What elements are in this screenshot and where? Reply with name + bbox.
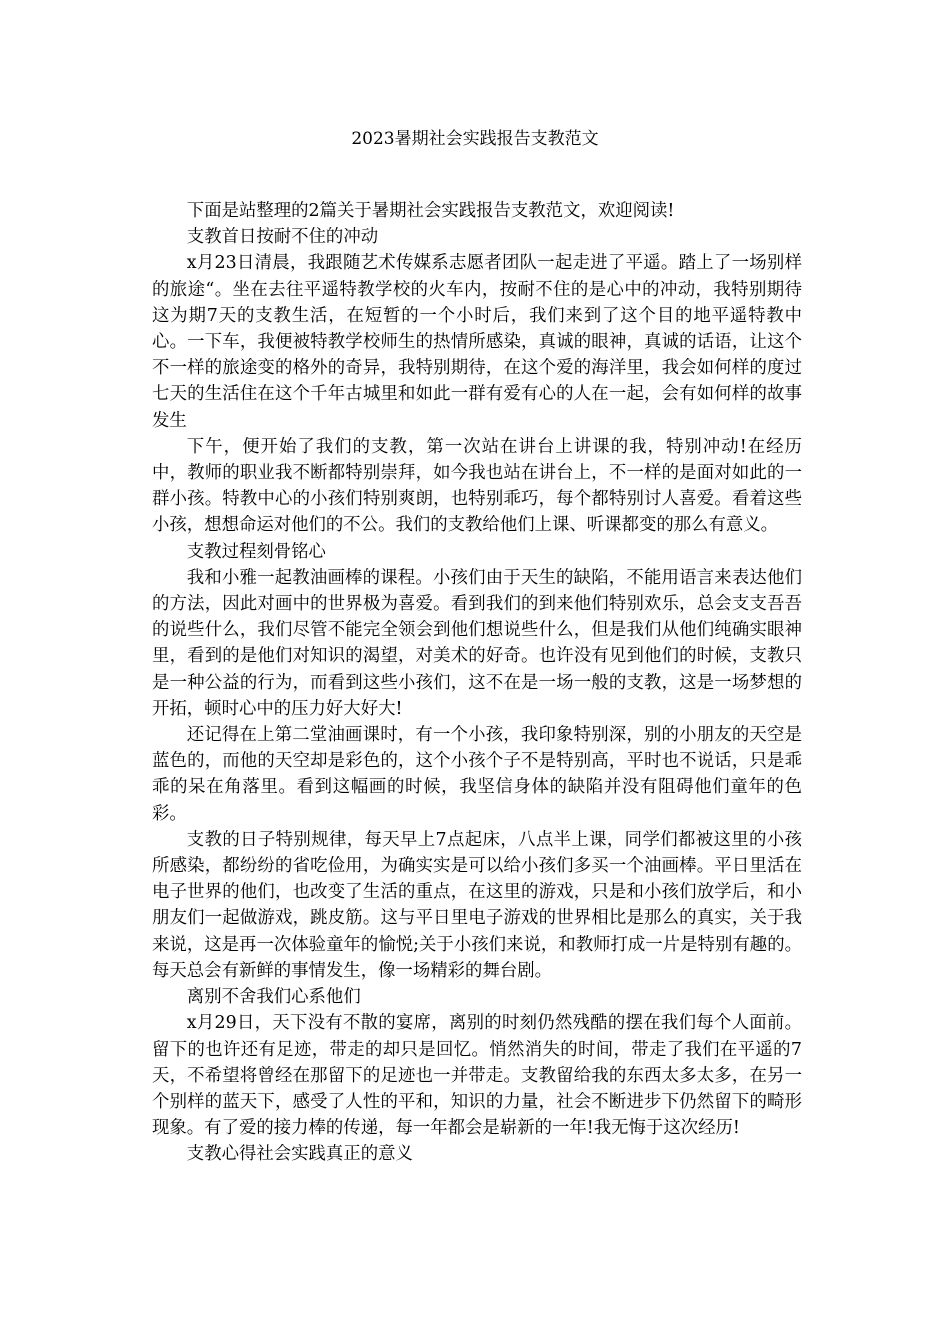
body-paragraph: 还记得在上第二堂油画课时，有一个小孩，我印象特别深，别的小朋友的天空是蓝色的，而他的天空却是彩色的，这个小孩个子不是特别高，平时也不说话，只是乖乖的呆在角落里。看到这幅画的时候，我坚信身体的缺陷并没有阻碍他们童年的色彩。 (152, 725, 802, 824)
body-paragraph: 我和小雅一起教油画棒的课程。小孩们由于天生的缺陷，不能用语言来表达他们的方法，因此对画中的世界极为喜爱。看到我们的到来他们特别欢乐，总会支支吾吾的说些什么，我们尽管不能完全领会到他们想说些什么，但是我们从他们纯确实眼神里，看到的是他们对知识的渴望，对美术的好奇。也许没有见到他们的时候，支教只是一种公益的行为，而看到这些小孩们，这不在是一场一般的支教，这是一场梦想的开拓，顿时心中的压力好大好大! (152, 567, 802, 719)
body-paragraph: x月29日，天下没有不散的宴席，离别的时刻仍然残酷的摆在我们每个人面前。留下的也许还有足迹，带走的却只是回忆。悄然消失的时间，带走了我们在平遥的7天，不希望将曾经在那留下的足迹也一并带走。支教留给我的东西太多太多，在另一个别样的蓝天下，感受了人性的平和，知识的力量，社会不断进步下仍然留下的畸形现象。有了爱的接力棒的传递，每一年都会是崭新的一年!我无悔于这次经历! (152, 1013, 802, 1139)
body-paragraph: 支教的日子特别规律，每天早上7点起床，八点半上课，同学们都被这里的小孩所感染，都纷纷的省吃俭用，为确实实是可以给小孩们多买一个油画棒。平日里活在电子世界的他们，也改变了生活的重点，在这里的游戏，只是和小孩们放学后，和小朋友们一起做游戏，跳皮筋。这与平日里电子游戏的世界相比是那么的真实，关于我来说，这是再一次体验童年的愉悦;关于小孩们来说，和教师打成一片是特别有趣的。每天总会有新鲜的事情发生，像一场精彩的舞台剧。 (152, 829, 802, 981)
document-body (152, 198, 802, 1168)
section-heading: 支教心得社会实践真正的意义 (186, 1144, 413, 1165)
body-paragraph: 下午，便开始了我们的支教，第一次站在讲台上讲课的我，特别冲动!在经历中，教师的职业我不断都特别崇拜，如今我也站在讲台上，不一样的是面对如此的一群小孩。特教中心的小孩们特别爽朗，也特别乖巧，每个都特别讨人喜爱。看着这些小孩，想想命运对他们的不公。我们的支教给他们上课、听课都变的那么有意义。 (152, 436, 802, 536)
body-paragraph: x月23日清晨，我跟随艺术传媒系志愿者团队一起走进了平遥。踏上了一场别样的旅途“。坐在去往平遥特教学校的火车内，按耐不住的是心中的冲动，我特别期待这为期7天的支教生活，在短暂的一个小时后，我们来到了这个目的地平遥特教中心。一下车，我便被特教学校师生的热情所感染，真诚的眼神，真诚的话语，让这个不一样的旅途变的格外的奇异，我特别期待，在这个爱的海洋里，我会如何样的度过七天的生活住在这个千年古城里和如此一群有爱有心的人在一起，会有如何样的故事发生 (152, 253, 802, 431)
document-title: 2023暑期社会实践报告支教范文 (351, 129, 599, 149)
section-heading: 离别不舍我们心系他们 (186, 987, 361, 1008)
section-heading: 支教首日按耐不住的冲动 (186, 227, 379, 248)
intro-paragraph: 下面是站整理的2篇关于暑期社会实践报告支教范文，欢迎阅读! (186, 201, 675, 221)
section-heading: 支教过程刻骨铭心 (186, 541, 326, 562)
